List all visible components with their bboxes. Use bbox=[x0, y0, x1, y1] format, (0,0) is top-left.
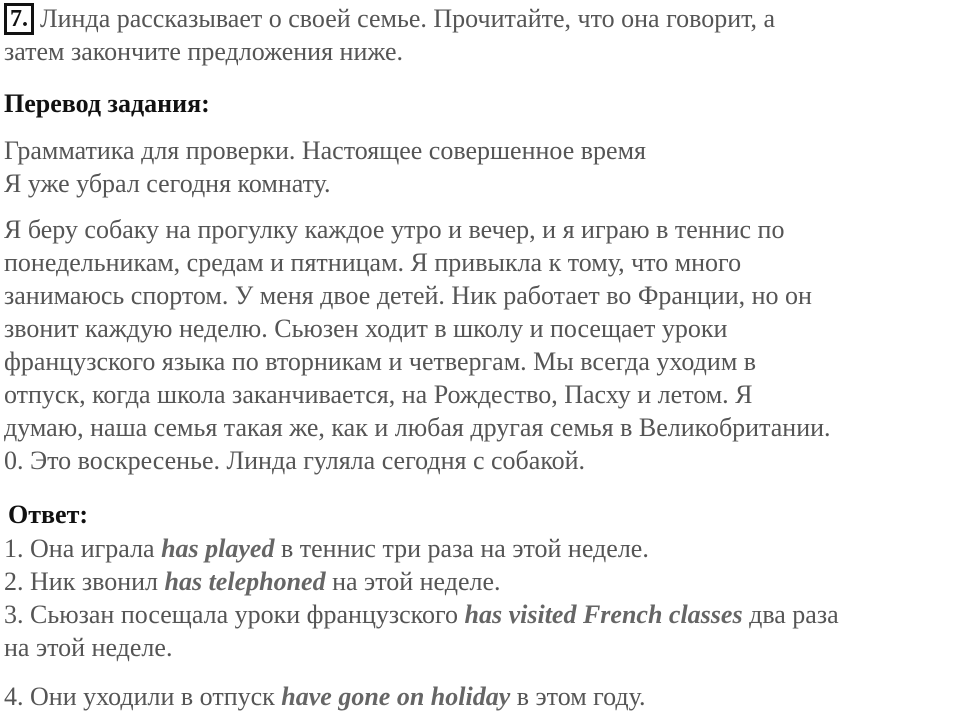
answer-highlight: has played bbox=[161, 534, 275, 563]
answer-text: 3. Сьюзан посещала уроки французского bbox=[4, 600, 465, 629]
task-line-2: затем закончите предложения ниже. bbox=[4, 37, 404, 66]
grammar-line-2: Я уже убрал сегодня комнату. bbox=[4, 169, 331, 198]
answer-item-1 bbox=[4, 532, 954, 565]
answer-item-2 bbox=[4, 565, 954, 598]
answer-highlight: has telephoned bbox=[164, 567, 326, 596]
task-text-1: Линда рассказывает о своей семье. Прочитайте, что она говорит, а bbox=[40, 4, 776, 33]
task-number: 7. bbox=[4, 3, 34, 35]
grammar-line-1: Грамматика для проверки. Настоящее совершенное время bbox=[4, 136, 646, 165]
answer-item-4 bbox=[4, 680, 954, 713]
task-statement bbox=[4, 2, 954, 68]
passage-line: французского языка по вторникам и четвергам. Мы всегда уходим в bbox=[4, 347, 757, 376]
answer-text: 1. Она играла bbox=[4, 534, 162, 563]
passage-line: 0. Это воскресенье. Линда гуляла сегодня с собакой. bbox=[4, 446, 586, 475]
answer-text: в этом году. bbox=[510, 682, 646, 711]
answer-text: на этой неделе. bbox=[325, 567, 501, 596]
answer-highlight: has visited French classes bbox=[464, 600, 743, 629]
answer-text: 4. Они уходили в отпуск bbox=[4, 682, 282, 711]
grammar-note bbox=[4, 134, 954, 200]
task-line-1 bbox=[4, 2, 954, 35]
answer-text: 2. Ник звонил bbox=[4, 567, 165, 596]
answer-text: в теннис три раза на этой неделе. bbox=[274, 534, 649, 563]
passage-line: занимаюсь спортом. У меня двое детей. Ник работает во Франции, но он bbox=[4, 281, 812, 310]
passage-line: думаю, наша семья такая же, как и любая другая семья в Великобритании. bbox=[4, 413, 831, 442]
answer-list bbox=[4, 532, 954, 664]
answer-text: два раза bbox=[742, 600, 839, 629]
passage bbox=[4, 213, 954, 477]
answer-item-3 bbox=[4, 598, 954, 631]
answer-highlight: have gone on holiday bbox=[281, 682, 511, 711]
passage-line: понедельникам, средам и пятницам. Я привыкла к тому, что много bbox=[4, 248, 742, 277]
passage-line: отпуск, когда школа заканчивается, на Рождество, Пасху и летом. Я bbox=[4, 380, 753, 409]
answer-heading: Ответ: bbox=[8, 500, 89, 529]
passage-line: Я беру собаку на прогулку каждое утро и вечер, и я играю в теннис по bbox=[4, 215, 785, 244]
answer-item-3-cont: на этой неделе. bbox=[4, 633, 173, 662]
translation-heading: Перевод задания: bbox=[4, 89, 210, 118]
passage-line: звонит каждую неделю. Сьюзен ходит в школу и посещает уроки bbox=[4, 314, 728, 343]
